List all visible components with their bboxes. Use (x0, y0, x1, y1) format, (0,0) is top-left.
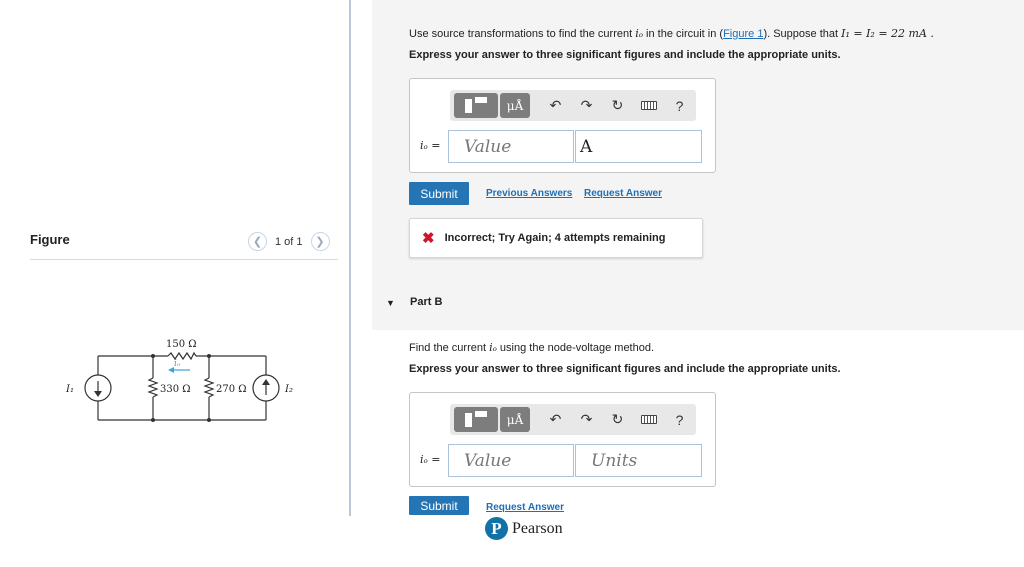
part-b-label: Part B (410, 296, 443, 308)
redo-icon[interactable]: ↷ (580, 97, 593, 113)
question-text: Find the current (409, 342, 490, 354)
figure-title: Figure (30, 232, 70, 247)
value-input[interactable]: Value (448, 444, 574, 477)
question-text: Use source transformations to find the current (409, 28, 636, 40)
templates-button[interactable] (454, 407, 498, 432)
next-figure-button[interactable] (311, 232, 330, 251)
template-icon (465, 99, 472, 113)
units-input[interactable]: A (575, 130, 702, 163)
part-b-instruction: Express your answer to three significant figures and include the appropriate units. (409, 363, 841, 375)
pearson-p-icon: P (485, 517, 508, 540)
undo-icon[interactable]: ↶ (549, 97, 562, 113)
help-button[interactable]: ? (675, 411, 684, 428)
figure-link[interactable]: Figure 1 (723, 28, 764, 40)
error-x-icon: ✖ (422, 230, 435, 247)
reset-icon[interactable]: ↻ (611, 411, 624, 427)
part-b-header[interactable] (372, 282, 1024, 330)
r270-label: 270 Ω (216, 384, 247, 395)
part-b-question (409, 341, 654, 354)
previous-figure-button[interactable] (248, 232, 267, 251)
figure-divider (30, 259, 338, 260)
request-answer-link[interactable]: Request Answer (584, 188, 662, 199)
io-equals-label: iₒ = (420, 453, 441, 466)
question-panel (372, 0, 1024, 567)
feedback-text: Incorrect; Try Again; 4 attempts remaining (444, 232, 666, 244)
math-toolbar (450, 404, 696, 435)
collapse-triangle-icon[interactable]: ▼ (386, 298, 395, 308)
math-toolbar (450, 90, 696, 121)
units-button[interactable]: μÅ (500, 93, 530, 118)
i2-label: I₂ (285, 384, 293, 395)
part-a-section (372, 0, 1024, 282)
figure-pager (248, 232, 330, 251)
reset-icon[interactable]: ↻ (611, 97, 624, 113)
i1-label: I₁ (66, 384, 74, 395)
undo-icon[interactable]: ↶ (549, 411, 562, 427)
part-a-question (409, 27, 934, 40)
previous-answers-link[interactable]: Previous Answers (486, 188, 573, 199)
submit-button[interactable]: Submit (409, 496, 469, 515)
part-b-answer-box (409, 392, 716, 487)
question-text: ). Suppose that (763, 28, 842, 40)
pager-label: 1 of 1 (275, 235, 303, 248)
r150-label: 150 Ω (166, 339, 197, 350)
feedback-message (409, 218, 703, 258)
io-equals-label: iₒ = (420, 139, 441, 152)
units-input[interactable]: Units (575, 444, 702, 477)
template-icon (475, 97, 487, 103)
pearson-brand: Pearson (512, 519, 563, 537)
templates-button[interactable] (454, 93, 498, 118)
request-answer-link[interactable]: Request Answer (486, 502, 564, 513)
redo-icon[interactable]: ↷ (580, 411, 593, 427)
template-icon (475, 411, 487, 417)
current-io-label: iₒ (174, 359, 181, 369)
units-button[interactable]: μÅ (500, 407, 530, 432)
given-values: I₁ = I₂ = 22 mA . (841, 27, 934, 40)
panel-divider (349, 0, 351, 516)
submit-button[interactable]: Submit (409, 182, 469, 205)
keyboard-icon[interactable] (633, 415, 664, 424)
template-icon (465, 413, 472, 427)
chevron-right-icon: ❯ (315, 236, 325, 248)
value-input[interactable]: Value (448, 130, 574, 163)
chevron-left-icon: ❮ (252, 236, 263, 248)
part-a-answer-box (409, 78, 716, 173)
question-text: in the circuit in ( (642, 28, 724, 40)
figure-panel (0, 0, 350, 567)
keyboard-icon[interactable] (633, 101, 664, 110)
question-variable: iₒ (489, 341, 497, 354)
question-text: using the node-voltage method. (496, 342, 655, 354)
pearson-logo (485, 517, 563, 540)
circuit-diagram (60, 330, 310, 430)
r330-label: 330 Ω (160, 384, 191, 395)
help-button[interactable]: ? (675, 97, 684, 114)
question-variable: iₒ (635, 27, 643, 40)
part-a-instruction: Express your answer to three significant figures and include the appropriate units. (409, 49, 841, 61)
